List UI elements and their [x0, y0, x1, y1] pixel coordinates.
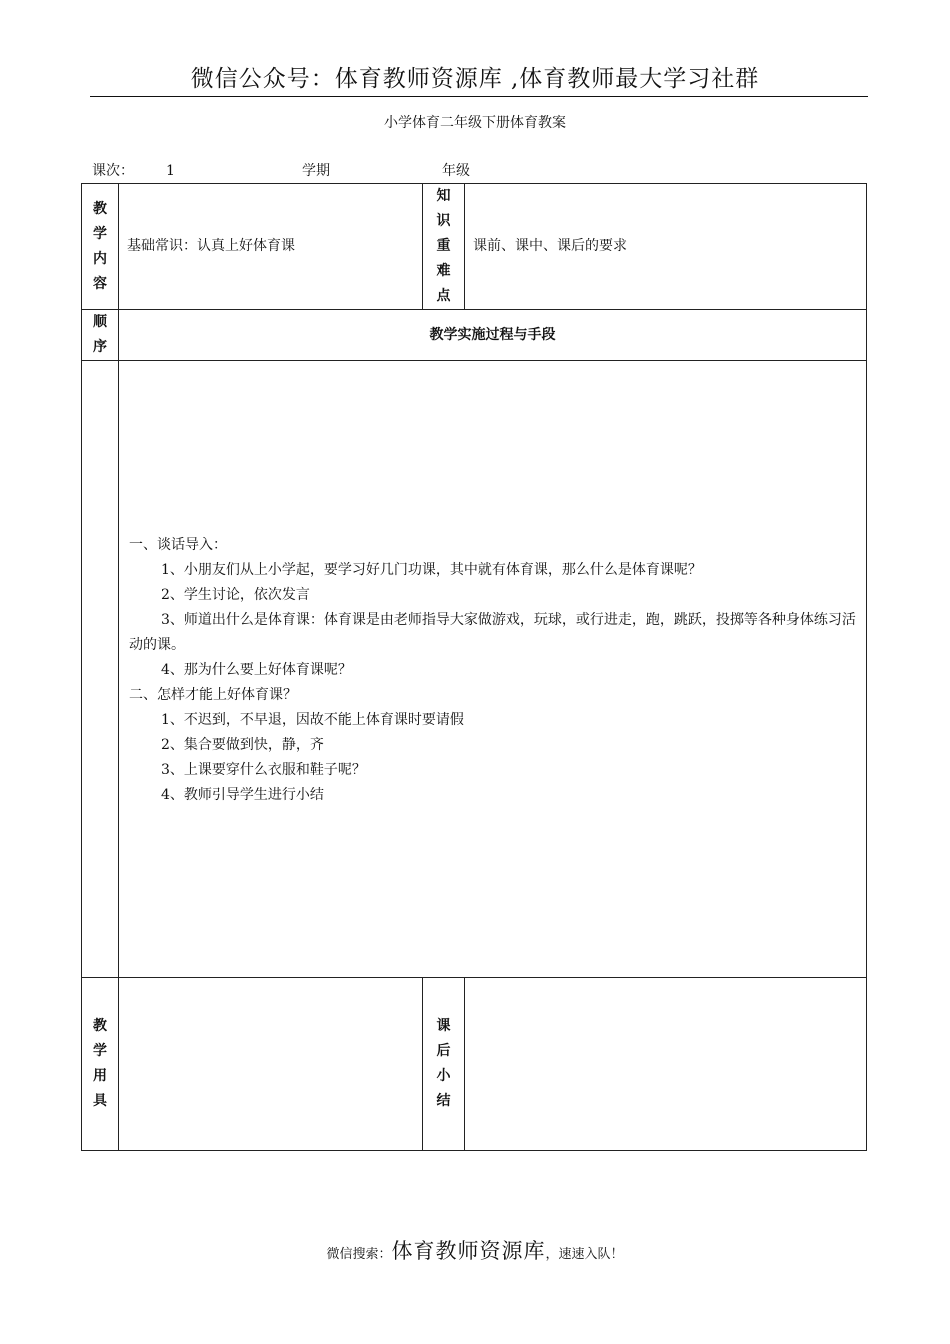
equipment-label: 教 学 用 具 — [82, 978, 119, 1151]
process-step: 1、不迟到，不早退，因故不能上体育课时要请假 — [161, 712, 464, 728]
lesson-plan-table — [81, 183, 867, 1151]
process-step: 3、上课要穿什么衣服和鞋子呢？ — [161, 762, 366, 778]
process-section-heading: 一、谈话导入： — [129, 537, 227, 553]
header-banner: 微信公众号：体育教师资源库 ,体育教师最大学习社群 — [190, 66, 760, 92]
process-body-row — [82, 361, 867, 978]
key-difficulty-label: 知 识 重 难 点 — [423, 184, 465, 310]
order-cell — [82, 361, 119, 978]
lesson-meta-row — [92, 162, 862, 180]
process-step: 4、那为什么要上好体育课呢？ — [161, 662, 352, 678]
footer-suffix: ，速速入队！ — [545, 1247, 624, 1262]
footer-promo — [0, 1236, 950, 1270]
lesson-number-value: 1 — [166, 163, 175, 179]
teaching-content-value: 基础常识：认真上好体育课 — [119, 184, 423, 310]
after-class-summary-value — [465, 978, 867, 1151]
process-content — [119, 361, 866, 808]
process-header-row — [82, 310, 867, 361]
document-title: 小学体育二年级下册体育教案 — [384, 115, 566, 131]
process-section-heading: 二、怎样才能上好体育课？ — [129, 687, 297, 703]
key-difficulty-value: 课前、课中、课后的要求 — [465, 184, 867, 310]
process-title: 教学实施过程与手段 — [119, 310, 867, 361]
process-body — [119, 361, 867, 978]
after-class-summary-label: 课 后 小 结 — [423, 978, 465, 1151]
process-step: 1、小朋友们从上小学起，要学习好几门功课，其中就有体育课，那么什么是体育课呢？ — [161, 562, 702, 578]
process-step: 2、学生讨论，依次发言 — [161, 587, 310, 603]
process-step: 3、师道出什么是体育课：体育课是由老师指导大家做游戏，玩球，或行进走，跑，跳跃，投掷等各种身体练习活动的课。 — [129, 612, 856, 653]
footer-name: 体育教师资源库 — [391, 1239, 546, 1263]
teaching-content-label: 教 学 内 容 — [82, 184, 119, 310]
footer-prefix: 微信搜索： — [326, 1247, 392, 1262]
order-label: 顺 序 — [82, 310, 119, 361]
grade-label: 年级 — [442, 163, 470, 179]
equipment-value — [119, 978, 423, 1151]
content-row — [82, 184, 867, 310]
footer-row — [82, 978, 867, 1151]
term-label: 学期 — [302, 163, 330, 179]
header-divider — [90, 96, 868, 97]
process-step: 2、集合要做到快，静，齐 — [161, 737, 324, 753]
process-step: 4、教师引导学生进行小结 — [161, 787, 324, 803]
lesson-number-label: 课次： — [92, 163, 134, 179]
